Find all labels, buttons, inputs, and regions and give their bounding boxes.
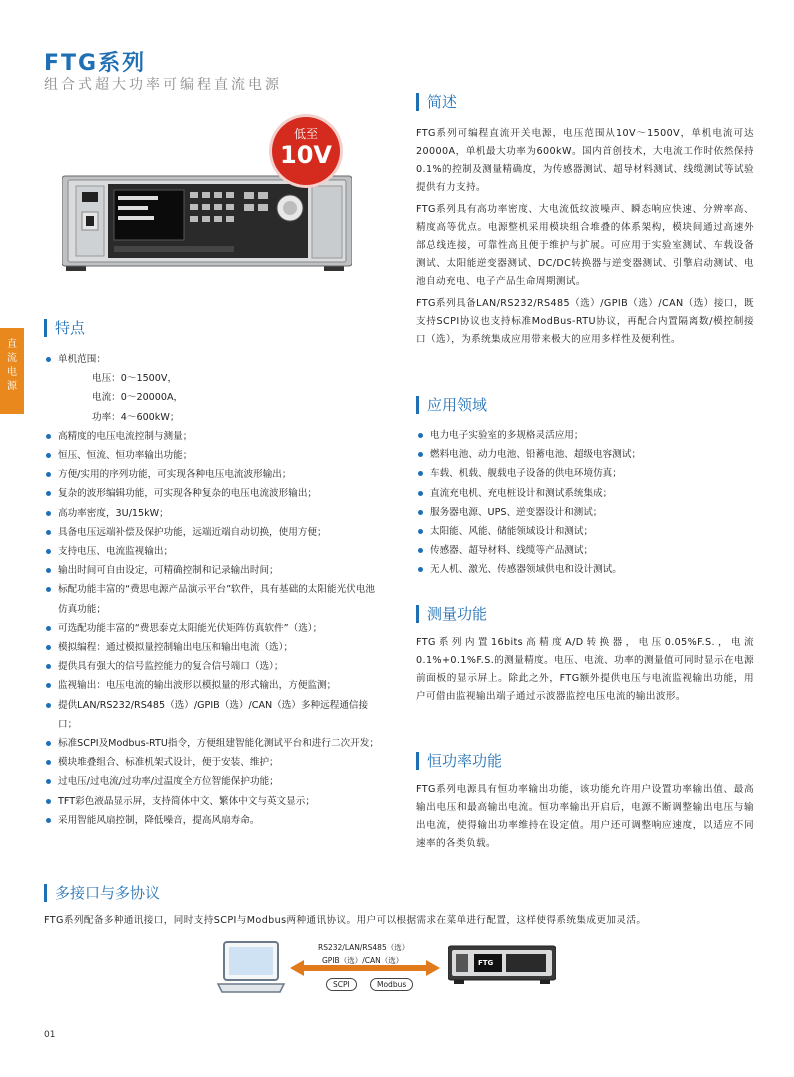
list-item: 监视输出：电压电流的输出波形以模拟量的形式输出，方便监测； [44,676,382,695]
list-item: 采用智能风扇控制，降低噪音，提高风扇寿命。 [44,811,382,830]
list-item: 提供LAN/RS232/RS485（选）/GPIB（选）/CAN（选）多种远程通信接口； [44,696,382,734]
list-item: 单机范围： [44,350,382,369]
list-item: 直流充电机、充电桩设计和测试系统集成； [416,484,754,503]
list-item: 燃料电池、动力电池、铅蓄电池、超级电容测试； [416,445,754,464]
device-image [62,172,352,272]
intro-paragraph: FTG系列可编程直流开关电源，电压范围从10V～1500V，单机电流可达20000A，单机最大功率为600kW。国内首创技术，大电流工作时依然保持0.1%的控制及测量精确度，为传感器测试、超导材料测试、线缆测试等试验提供有力支持。 [416,128,754,193]
badge-line2: 10V [280,141,332,169]
list-item: 传感器、超导材料、线缆等产品测试； [416,541,754,560]
low-voltage-badge [272,117,340,185]
list-item: 无人机、激光、传感器领域供电和设计测试。 [416,560,754,579]
protocol-modbus: Modbus [370,978,413,991]
interface-text: FTG系列配备多种通讯接口，同时支持SCPI与Modbus两种通讯协议。用户可以根据需求在菜单进行配置，这样使得系统集成更加灵活。 [44,915,647,926]
list-item: 标准SCPI及Modbus-RTU指令，方便组建智能化测试平台和进行二次开发； [44,734,382,753]
range-current: 电流：0～20000A， [92,392,184,404]
list-item: 具备电压远端补偿及保护功能，远端近端自动切换，使用方便； [44,523,382,542]
intro-paragraph: FTG系列具有高功率密度、大电流低纹波噪声、瞬态响应快速、分辨率高、精度高等优点。电源整机采用模块组合堆叠的体系架构，模块间通过高速外部总线连接，可靠性高且便于维护与扩展。可应用于实验室测试、车载设备测试、太阳能逆变器测试、DC/DC转换器与逆变器测试、引擎启动测试、电池自动充电、电子产品生命周期测试。 [416,204,754,287]
list-item: 高精度的电压电流控制与测量； [44,427,382,446]
applications-list [416,426,754,580]
power-supply-illustration [62,172,352,272]
device-screen-label: FTG [478,959,494,967]
features-list [44,350,382,830]
side-tab [0,328,24,414]
range-power: 功率：4～600kW； [92,411,180,423]
list-item: 复杂的波形编辑功能，可实现各种复杂的电压电流波形输出； [44,484,382,503]
range-voltage: 电压：0～1500V， [92,373,178,385]
list-item: 电力电子实验室的多规格灵活应用； [416,426,754,445]
page-subtitle: 组合式超大功率可编程直流电源 [44,77,282,93]
interface-heading: 多接口与多协议 [44,884,160,902]
list-item: 可选配功能丰富的“费思泰克太阳能光伏矩阵仿真软件”（选）； [44,619,382,638]
list-item: 提供具有强大的信号监控能力的复合信号端口（选）； [44,657,382,676]
intro-heading: 简述 [416,93,457,111]
device-small-image [448,944,556,984]
badge-line1: 低至 [293,127,318,141]
laptop-icon [216,940,286,996]
list-item: 支持电压、电流监视输出； [44,542,382,561]
measurement-heading: 测量功能 [416,605,487,623]
protocol-scpi: SCPI [326,978,357,991]
list-item: TFT彩色液晶显示屏，支持简体中文、繁体中文与英文显示； [44,792,382,811]
features-heading: 特点 [44,319,85,337]
constant-power-heading: 恒功率功能 [416,752,502,770]
list-item: 服务器电源、UPS、逆变器设计和测试； [416,503,754,522]
intro-text [416,125,754,353]
constant-power-text: FTG系列电源具有恒功率输出功能，该功能允许用户设置功率输出值、最高输出电压和最高输出电流。恒功率输出开启后，电源不断调整输出电压与输出电流，使得输出功率维持在设定值。用户还可调整响应速度，以适应不同速率的各类负载。 [416,784,754,849]
applications-heading: 应用领域 [416,396,487,414]
list-item: 车载、机载、舰载电子设备的供电环境仿真； [416,464,754,483]
link-label-1: RS232/LAN/RS485（选） [318,943,410,952]
list-item: 输出时间可自由设定，可精确控制和记录输出时间； [44,561,382,580]
page-number: 01 [44,1030,56,1040]
list-item: 太阳能、风能、储能领域设计和测试； [416,522,754,541]
side-tab-label: 直流电源 [7,339,17,392]
intro-paragraph: FTG系列具备LAN/RS232/RS485（选）/GPIB（选）/CAN（选）接口，既支持SCPI协议也支持标准ModBus-RTU协议，再配合内置隔离数/模控制接口（选），为系统集成应用带来极大的应用多样性及便利性。 [416,298,754,345]
list-item: 过电压/过电流/过功率/过温度全方位智能保护功能； [44,772,382,791]
list-item: 方便/实用的序列功能，可实现各种电压电流波形输出； [44,465,382,484]
link-label-2: GPIB（选）/CAN（选） [322,956,404,965]
list-item: 模块堆叠组合、标准机架式设计，便于安装、维护； [44,753,382,772]
list-item: 模拟编程：通过模拟量控制输出电压和输出电流（选）； [44,638,382,657]
measurement-text: FTG系列内置16bits高精度A/D转换器，电压0.05%F.S.，电流0.1%+0.1%F.S.的测量精度。电压、电流、功率的测量值可同时显示在电源前面板的显示屏上。除此之外，FTG额外提供电压与电流监视输出功能，用户可借由监视输出端子通过示波器监控电压电流的输出波形。 [416,637,754,702]
list-item: 标配功能丰富的“费思电源产品演示平台”软件，具有基础的太阳能光伏电池仿真功能； [44,580,382,618]
page-title: FTG系列 [44,51,147,76]
list-item: 恒压、恒流、恒功率输出功能； [44,446,382,465]
list-item: 高功率密度，3U/15kW； [44,504,382,523]
